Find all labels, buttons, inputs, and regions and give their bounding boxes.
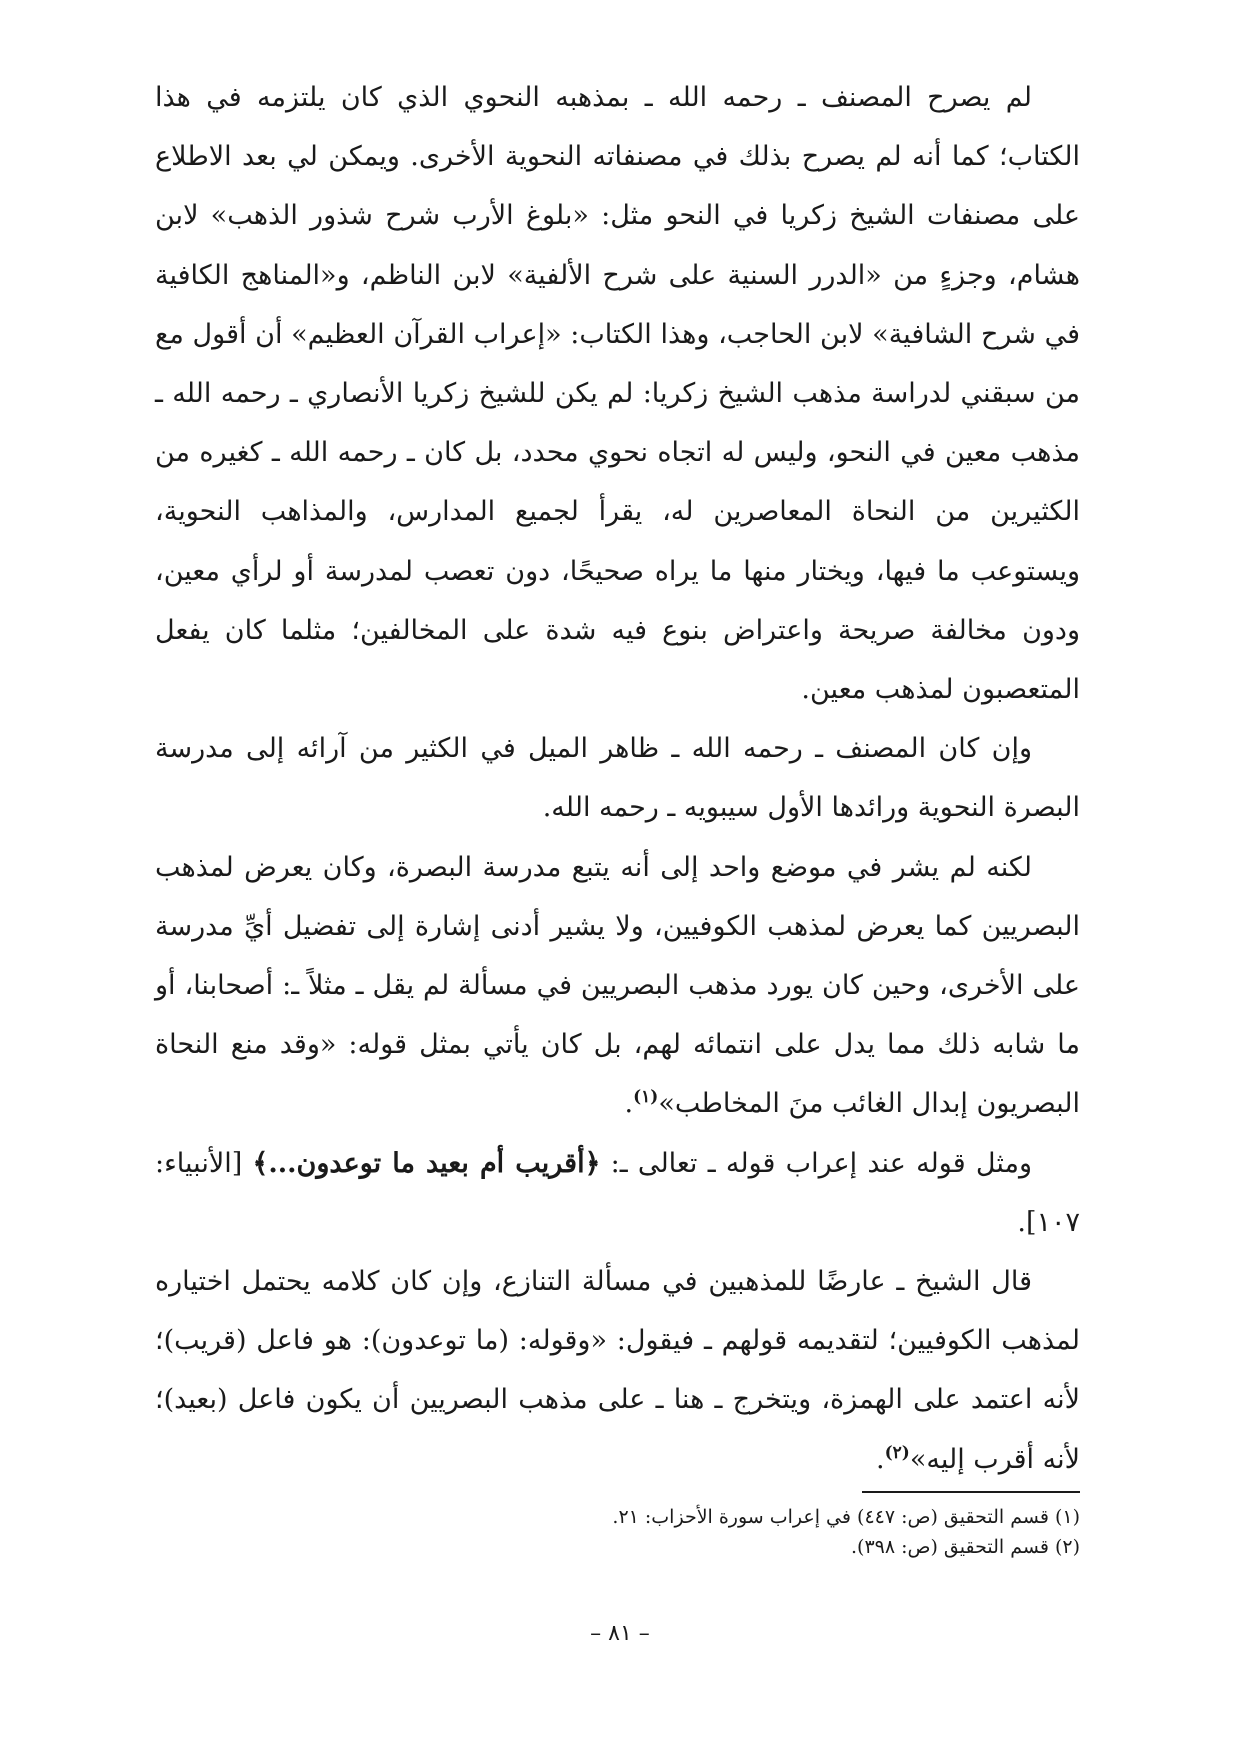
text-line: الكثيرين من النحاة المعاصرين له، يقرأ لجميع المدارس، والمذاهب النحوية، ويستوعب	[155, 496, 1080, 587]
text-line: لم يصرح المصنف ـ رحمه الله ـ بمذهبه النحوي الذي كان يلتزمه في هذا الكتاب؛	[155, 82, 1080, 173]
text-line: البصريين كما يعرض لمذهب الكوفيين، ولا يشير أدنى إشارة إلى تفضيل أيِّ مدرسة	[155, 910, 1080, 942]
text-line: لأنه أقرب إليه»	[909, 1443, 1080, 1475]
text-line: ما فيها، ويختار منها ما يراه صحيحًا، دون تعصب لمدرسة أو لرأي معين، ودون	[155, 555, 1080, 646]
sentence-end: .	[624, 1088, 634, 1120]
quran-verse: ﴿أقريب أم بعيد ما توعدون...﴾	[252, 1147, 601, 1179]
text-line: النحوية ورائدها الأول سيبويه ـ رحمه الله.	[542, 792, 996, 824]
text-line: وإن كان المصنف ـ رحمه الله ـ ظاهر الميل في الكثير من آرائه إلى مدرسة البصرة	[155, 733, 1080, 824]
text-line: لكنه لم يشر في موضع واحد إلى أنه يتبع مدرسة البصرة، وكان يعرض لمذهب	[155, 851, 1032, 883]
text-line: لمذهب الكوفيين؛ لتقديمه قولهم ـ فيقول: «وقوله: (ما توعدون): هو فاعل (قريب)؛	[155, 1325, 1080, 1357]
text-line: مذهب معين في النحو، وليس له اتجاه نحوي محدد، بل كان ـ رحمه الله ـ كغيره من	[155, 437, 1080, 469]
footnotes	[155, 1502, 1080, 1562]
text-line: مخالفة صريحة واعتراض بنوع فيه شدة على المخالفين؛ مثلما كان يفعل المتعصبون	[155, 614, 1080, 706]
text-lead: ومثل قوله عند إعراب قوله ـ تعالى ـ:	[600, 1147, 1032, 1179]
footnote-ref-1[interactable]: (١)	[633, 1087, 659, 1108]
text-line: وجزءٍ من «الدرر السنية على شرح الألفية» لابن الناظم، و«المناهج الكافية في شرح	[155, 259, 1080, 350]
page-number: – ٨١ –	[590, 1621, 650, 1646]
verse-citation-cont: ١٠٧].	[1017, 1206, 1080, 1238]
footnote-2: (٢) قسم التحقيق (ص: ٣٩٨).	[850, 1536, 1080, 1558]
text-line: على الأخرى، وحين كان يورد مذهب البصريين في مسألة لم يقل ـ مثلاً ـ: أصحابنا،	[184, 970, 1080, 1002]
text-line: سبقني لدراسة مذهب الشيخ زكريا: لم يكن للشيخ زكريا الأنصاري ـ رحمه الله ـ	[155, 378, 1036, 410]
footnote-ref-2[interactable]: (٢)	[884, 1442, 910, 1463]
paragraph-3	[155, 838, 1080, 1134]
paragraph-1	[155, 68, 1080, 719]
paragraph-4	[155, 1134, 1080, 1252]
footnote-separator	[862, 1491, 1080, 1493]
text-line: لأنه اعتمد على الهمزة، ويتخرج ـ هنا ـ على مذهب البصريين أن يكون فاعل (بعيد)؛	[155, 1384, 1080, 1416]
sentence-end: .	[876, 1443, 885, 1475]
paragraph-5	[155, 1252, 1080, 1489]
text-line: قال الشيخ ـ عارضًا للمذهبين في مسألة التنازع، وإن كان كلامه يحتمل اختياره	[155, 1266, 1032, 1298]
text-line: البصريون إبدال الغائب منَ المخاطب»	[658, 1088, 1080, 1120]
text-line: كما أنه لم يصرح بذلك في مصنفاته النحوية الأخرى. ويمكن لي بعد الاطلاع على	[155, 141, 1080, 232]
text-line: أو ما شابه ذلك مما يدل على انتمائه لهم، بل كان يأتي بمثل قوله: «وقد منع النحاة	[155, 970, 1080, 1061]
verse-citation: [الأنبياء:	[155, 1147, 253, 1179]
footnote-1: (١) قسم التحقيق (ص: ٤٤٧) في إعراب سورة الأحزاب: ٢١.	[612, 1506, 1080, 1528]
text-line: مصنفات الشيخ زكريا في النحو مثل: «بلوغ الأرب شرح شذور الذهب» لابن هشام،	[155, 200, 1080, 291]
text-line: لمذهب معين.	[801, 674, 954, 706]
paragraph-2	[155, 719, 1080, 837]
text-line: الشافية» لابن الحاجب، وهذا الكتاب: «إعراب القرآن العظيم» أن أقول مع من	[155, 318, 1080, 410]
main-text	[155, 68, 1080, 1489]
